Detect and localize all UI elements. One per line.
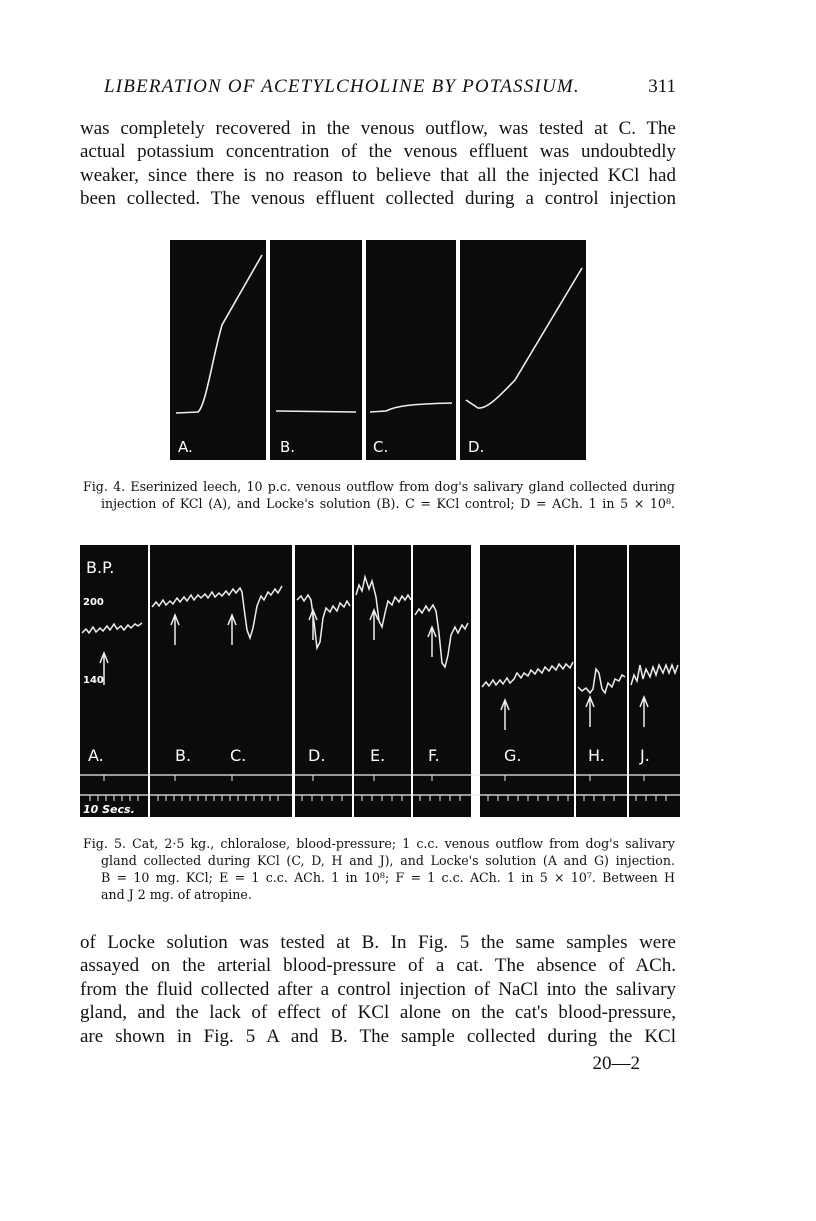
text-line: weaker, since there is no reason to believe that all the injected KCl had xyxy=(80,164,676,186)
fig5-label-f: F. xyxy=(428,746,440,765)
text-line: was completely recovered in the venous outflow, was tested at C. The xyxy=(80,118,676,139)
caption-line: and J 2 mg. of atropine. xyxy=(101,887,252,902)
text-line: of Locke solution was tested at B. In Fig. 5 the same samples were xyxy=(80,932,676,953)
running-header xyxy=(104,76,676,104)
paragraph-2 xyxy=(80,931,676,1048)
fig5-time-label: 10 Secs. xyxy=(83,803,135,816)
caption-line: gland collected during KCl (C, D, H and J), and Locke's solution (A and G) injection. xyxy=(101,853,675,868)
fig5-label-e: E. xyxy=(370,746,386,765)
caption-line: Fig. 4. Eserinized leech, 10 p.c. venous outflow from dog's salivary gland collected during xyxy=(83,479,675,494)
text-line: from the fluid collected after a control injection of NaCl into the salivary xyxy=(80,978,676,1000)
fig5-label-g: G. xyxy=(504,746,522,765)
page-number: 311 xyxy=(648,76,676,97)
caption-line: B = 10 mg. KCl; E = 1 c.c. ACh. 1 in 10⁸; F = 1 c.c. ACh. 1 in 5 × 10⁷. Between H xyxy=(101,870,675,885)
fig5-140-label: 140 xyxy=(83,675,104,686)
fig5-label-h: H. xyxy=(588,746,605,765)
fig4-label-c: C. xyxy=(373,438,389,456)
fig4-trace-b xyxy=(276,411,356,412)
fig5-label-d: D. xyxy=(308,746,326,765)
running-title: LIBERATION OF ACETYLCHOLINE BY POTASSIUM. xyxy=(104,76,580,97)
fig5-label-a: A. xyxy=(88,746,104,765)
fig5-panel-bc xyxy=(150,545,292,817)
paragraph-1 xyxy=(80,117,676,211)
text-line: actual potassium concentration of the venous effluent was undoubtedly xyxy=(80,141,676,163)
text-line: assayed on the arterial blood-pressure of a cat. The absence of ACh. xyxy=(80,955,676,977)
figure-5 xyxy=(80,545,680,817)
figure-4-caption xyxy=(83,478,675,512)
caption-line: Fig. 5. Cat, 2·5 kg., chloralose, blood-pressure; 1 c.c. venous outflow from dog's salivary xyxy=(83,836,675,851)
fig4-label-b: B. xyxy=(280,438,296,456)
fig4-label-a: A. xyxy=(178,438,193,456)
text-line: gland, and the lack of effect of KCl alone on the cat's blood-pressure, xyxy=(80,1002,676,1024)
fig5-200-label: 200 xyxy=(83,597,104,608)
fig5-label-c: C. xyxy=(230,746,247,765)
fig4-panel-b xyxy=(270,240,362,460)
fig4-label-d: D. xyxy=(468,438,485,456)
fig4-panel-d xyxy=(460,240,586,460)
fig5-panel-f xyxy=(413,545,471,817)
fig4-panel-c xyxy=(366,240,456,460)
fig5-bp-label: B.P. xyxy=(86,558,115,577)
fig5-label-j: J. xyxy=(640,746,650,765)
text-line: are shown in Fig. 5 A and B. The sample collected during the KCl xyxy=(80,1025,676,1047)
figure-4 xyxy=(170,240,586,460)
fig5-panel-d xyxy=(295,545,352,817)
fig5-label-b: B. xyxy=(175,746,192,765)
text-line: been collected. The venous effluent collected during a control injection xyxy=(80,188,676,210)
caption-line: injection of KCl (A), and Locke's solution (B). C = KCl control; D = ACh. 1 in 5 × 10⁸. xyxy=(101,496,675,511)
figure-5-caption xyxy=(83,835,675,903)
signature-mark: 20—2 xyxy=(592,1053,640,1074)
